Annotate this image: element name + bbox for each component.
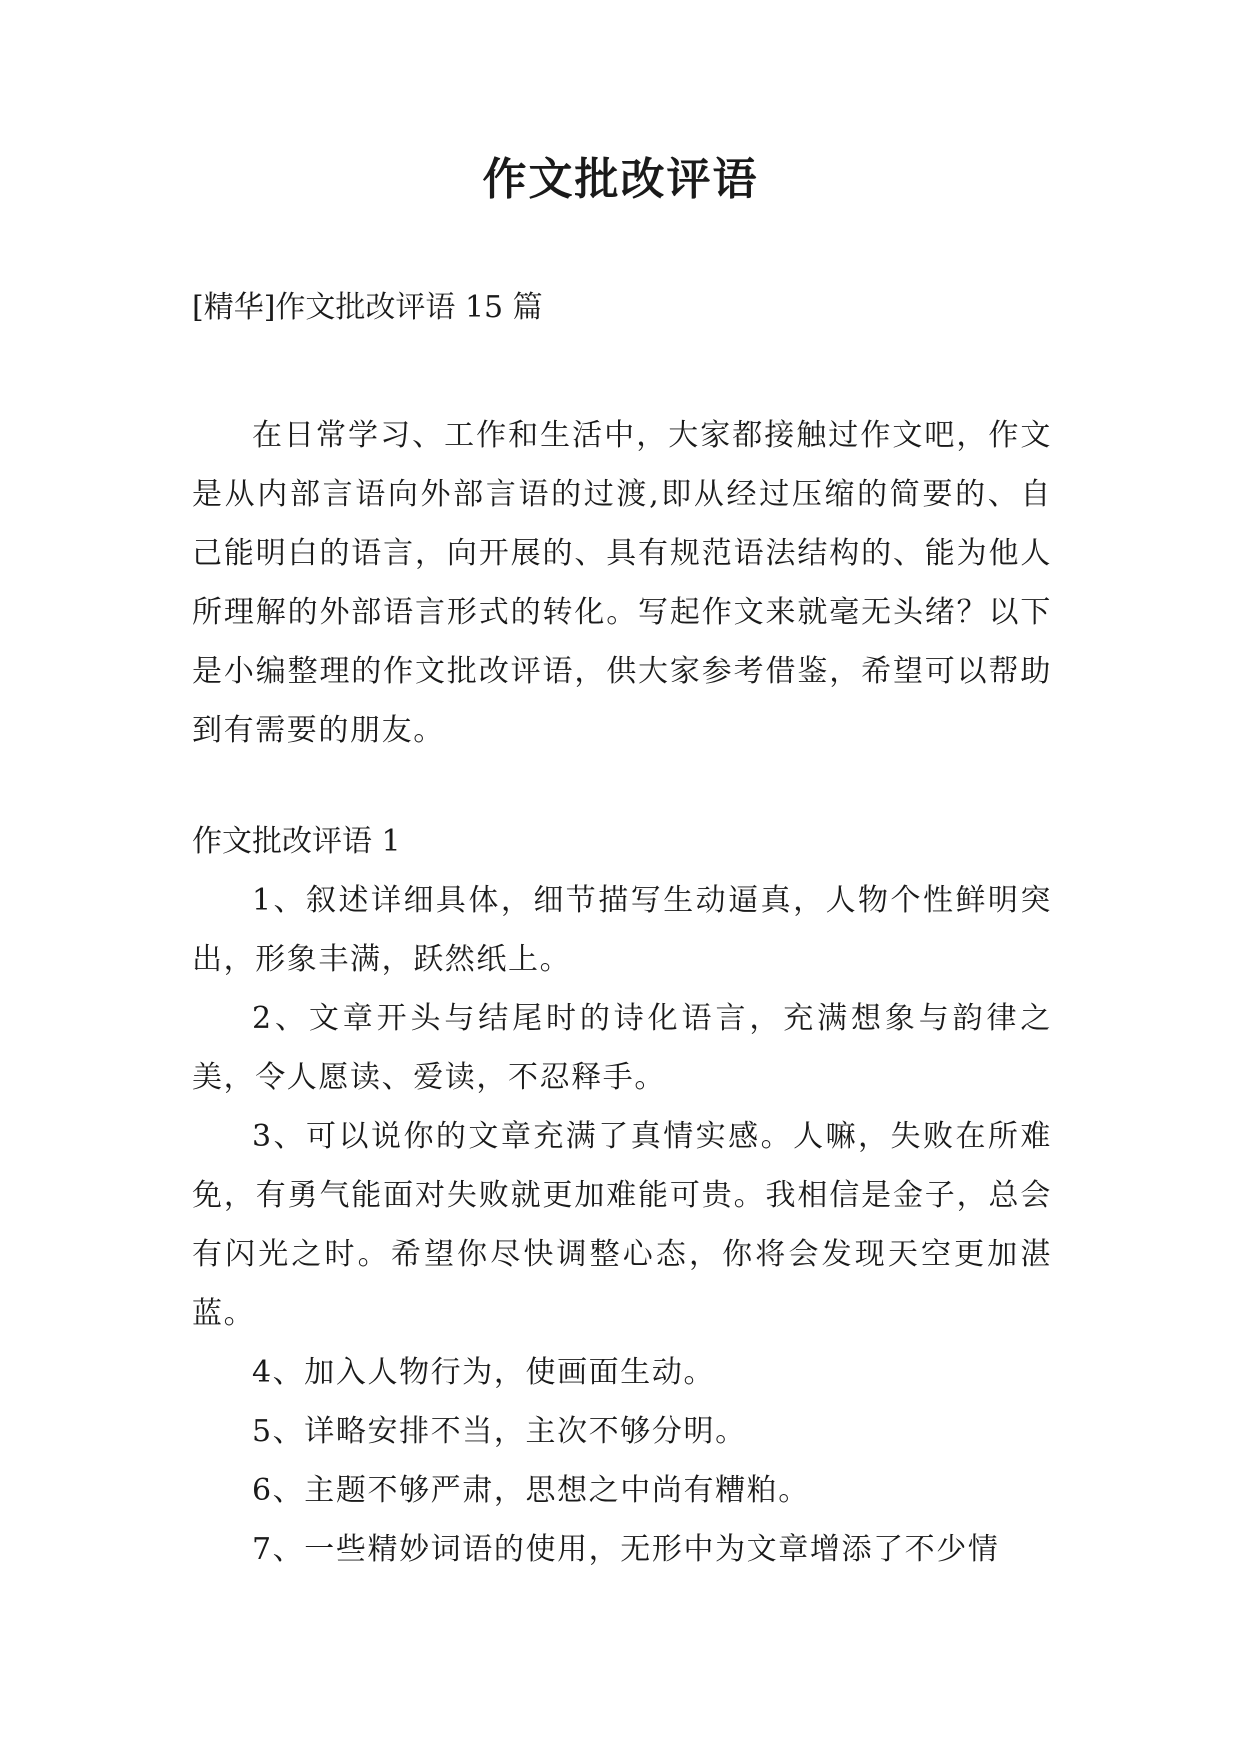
comment-item: 6、主题不够严肃，思想之中尚有糟粕。 xyxy=(252,1473,810,1508)
section-heading: 作文批改评语 1 xyxy=(192,824,401,859)
comment-item: 3、可以说你的文章充满了真情实感。人嘛，失败在所难免，有勇气能面对失败就更加难能可贵。我相信是金子，总会有闪光之时。希望你尽快调整心态，你将会发现天空更加湛蓝。 xyxy=(192,1119,1052,1331)
intro-paragraph: 在日常学习、工作和生活中，大家都接触过作文吧，作文是从内部言语向外部言语的过渡,即从经过压缩的简要的、自己能明白的语言，向开展的、具有规范语法结构的、能为他人所理解的外部语言形式的转化。写起作文来就毫无头绪？以下是小编整理的作文批改评语，供大家参考借鉴，希望可以帮助到有需要的朋友。 xyxy=(192,418,1052,748)
document-subtitle: [精华]作文批改评语 15 篇 xyxy=(192,290,543,325)
comment-item: 2、文章开头与结尾时的诗化语言，充满想象与韵律之美，令人愿读、爱读，不忍释手。 xyxy=(192,1001,1052,1095)
document-title: 作文批改评语 xyxy=(482,154,759,205)
comment-item: 1、叙述详细具体，细节描写生动逼真，人物个性鲜明突出，形象丰满，跃然纸上。 xyxy=(192,883,1052,977)
comments-section xyxy=(192,812,1052,1579)
comment-item: 4、加入人物行为，使画面生动。 xyxy=(252,1355,716,1390)
comment-item: 5、详略安排不当，主次不够分明。 xyxy=(252,1414,747,1449)
comment-item: 7、一些精妙词语的使用，无形中为文章增添了不少情 xyxy=(252,1532,1000,1567)
